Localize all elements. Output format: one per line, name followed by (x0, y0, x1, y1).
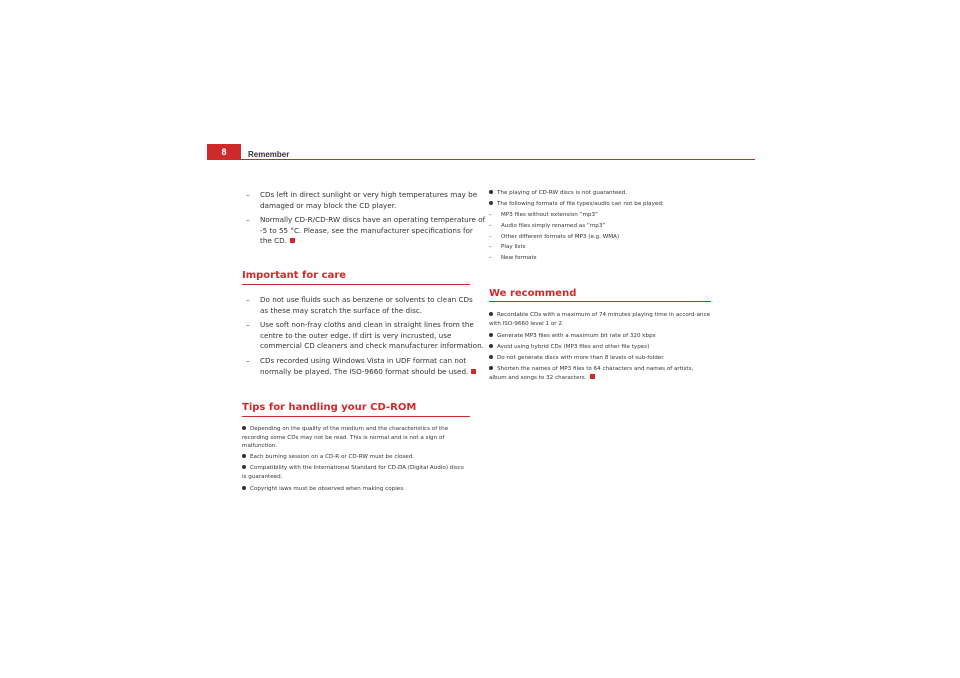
section-divider (242, 416, 470, 417)
bullet-icon (489, 311, 497, 320)
section-divider (489, 301, 711, 302)
section-title-care: Important for care (242, 270, 347, 281)
bullet-icon (489, 189, 497, 198)
recommend-item: Recordable CDs with a maximum of 74 minutes playing time in accord-ance with ISO-9660 level 1 or 2. (489, 312, 711, 327)
format-dash-item: – MP3 files without extension “mp3” (489, 212, 598, 218)
tips-item: Depending on the quality of the medium and the characteristics of the recording some CDs may not be read. This is normal and is not a sign of malfunction. (242, 426, 449, 450)
intro-item: – CDs left in direct sunlight or very high temperatures may be damaged or may block the CD player. (246, 190, 478, 210)
format-dash-item: – Audio files simply renamed as “mp3” (489, 223, 606, 229)
recommend-item: Do not generate discs with more than 8 levels of sub-folder. (489, 354, 711, 363)
right-bullet-item: The playing of CD-RW discs is not guaranteed. (489, 189, 711, 198)
bullet-icon (242, 464, 250, 473)
care-item: – Use soft non-fray cloths and clean in straight lines from the centre to the outer edge. If dirt is very incrusted, use commercial CD cleaners and check manufacturer information. (246, 320, 484, 351)
page-number: 8 (207, 144, 241, 159)
end-mark-icon (290, 238, 295, 243)
intro-item: – Normally CD-R/CD-RW discs have an operating temperature of -5 to 55 °C. Please, see the manufacturer specifications for the CD. (246, 215, 486, 246)
recommend-item: Shorten the names of MP3 files to 64 characters and names of artists, album and songs to 32 characters. (489, 366, 694, 381)
bullet-icon (242, 453, 250, 462)
bullet-icon (242, 425, 250, 434)
format-dash-item: – Other different formats of MP3 (e.g. WMA) (489, 234, 620, 240)
format-dash-item: – Play lists (489, 244, 526, 250)
right-bullet-item: The following formats of file types/audio can not be played: (489, 200, 711, 209)
header-divider (207, 159, 755, 160)
section-title-tips: Tips for handling your CD-ROM (242, 402, 417, 413)
bullet-icon (489, 365, 497, 374)
bullet-icon (489, 200, 497, 209)
tips-item: Copyright laws must be observed when making copies. (242, 485, 470, 494)
bullet-icon (489, 343, 497, 352)
section-divider (242, 284, 470, 285)
recommend-item: Generate MP3 files with a maximum bit rate of 320 kbps (489, 332, 711, 341)
bullet-icon (489, 354, 497, 363)
recommend-item: Avoid using hybrid CDs (MP3 files and other file types) (489, 343, 711, 352)
tips-item: Compatibility with the International Standard for CD-DA (Digital Audio) discs is guaranteed. (242, 465, 464, 480)
care-item: – Do not use fluids such as benzene or solvents to clean CDs as these may scratch the surface of the disc. (246, 295, 473, 315)
end-mark-icon (590, 374, 595, 379)
bullet-icon (489, 332, 497, 341)
section-title-recommend: We recommend (489, 288, 577, 299)
format-dash-item: – New formats (489, 255, 537, 261)
page-header-title: Remember (248, 150, 290, 159)
bullet-icon (242, 485, 250, 494)
tips-item: Each burning session on a CD-R or CD-RW must be closed. (242, 453, 470, 462)
care-item: – CDs recorded using Windows Vista in UDF format can not normally be played. The ISO-9660 format should be used. (246, 356, 482, 377)
end-mark-icon (471, 369, 476, 374)
